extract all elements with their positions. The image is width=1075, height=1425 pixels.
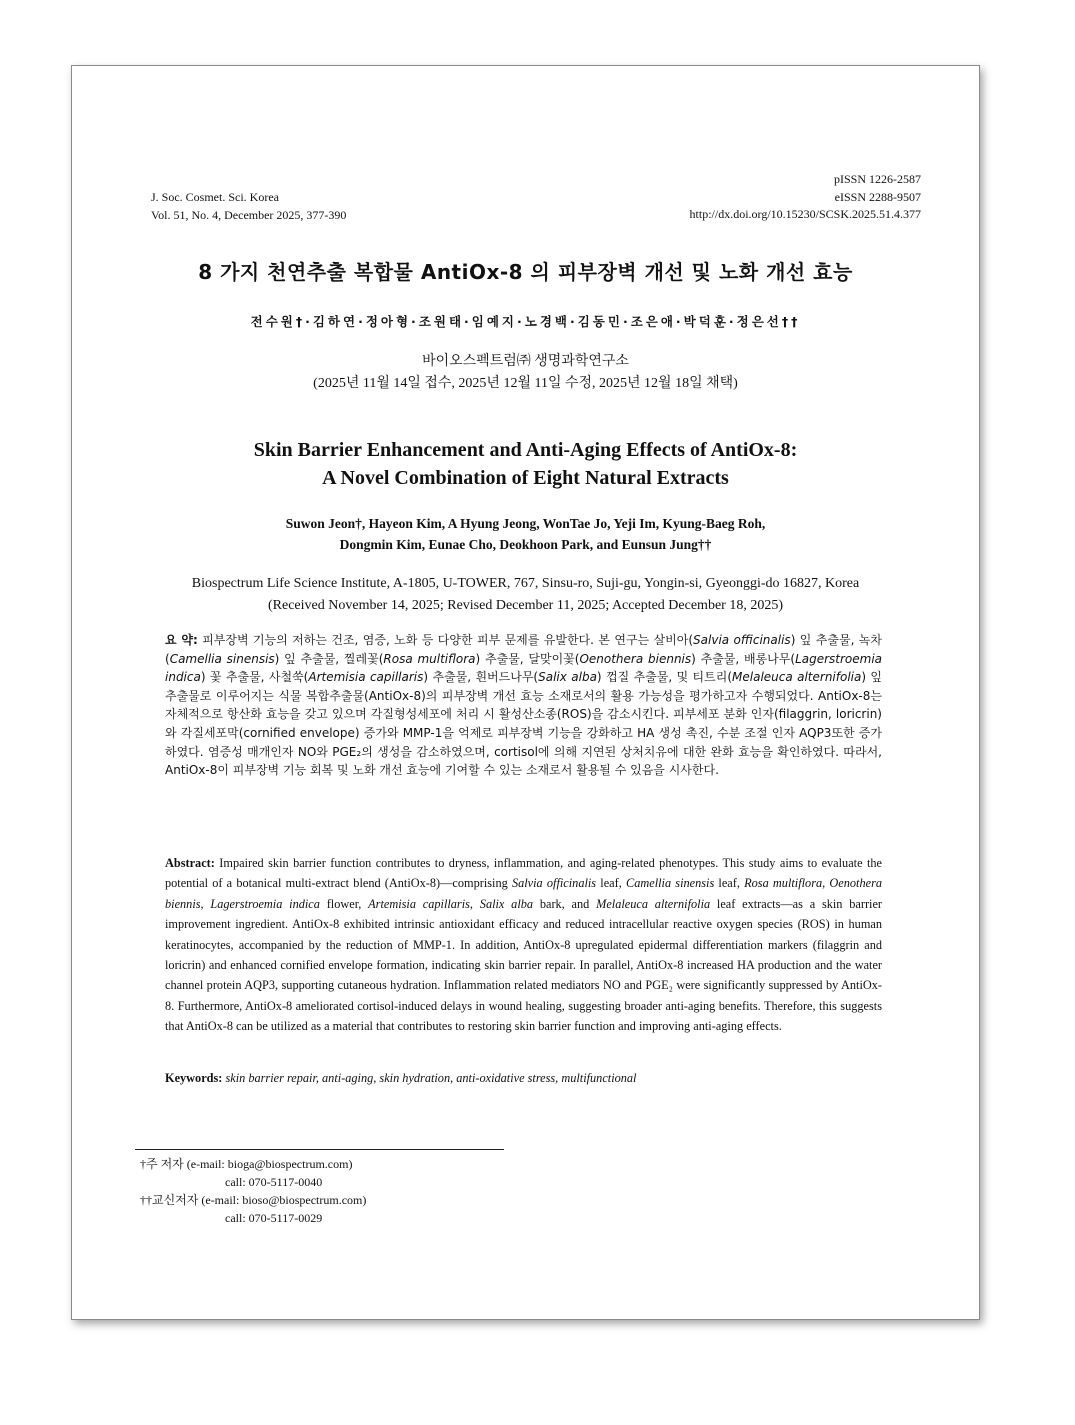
korean-dates: (2025년 11월 14일 접수, 2025년 12월 11일 수정, 2025년 12월 18일 채택) bbox=[313, 376, 738, 391]
korean-affiliation-block bbox=[72, 351, 979, 395]
english-abstract-text: , bbox=[822, 876, 830, 891]
english-title-line2: A Novel Combination of Eight Natural Extracts bbox=[322, 467, 729, 489]
species-name: Oenothera biennis bbox=[579, 651, 692, 666]
species-name: Melaleuca alternifolia bbox=[732, 670, 862, 685]
co-corresponding-author-note: ††교신저자 (e-mail: bioso@biospectrum.com) bbox=[140, 1193, 367, 1207]
english-title bbox=[72, 436, 979, 492]
species-name: Artemisia capillaris bbox=[368, 896, 470, 911]
species-name: Salvia officinalis bbox=[511, 876, 597, 891]
journal-header-left bbox=[151, 188, 346, 224]
korean-abstract-text: ) 잎 추출물, 찔레꽃( bbox=[274, 651, 384, 666]
korean-abstract-label: 요 약: bbox=[165, 633, 198, 647]
korean-abstract-text: ) 껍질 추출물, 및 티트리( bbox=[596, 670, 733, 685]
korean-abstract-text: ) 꽃 추출물, 사철쑥( bbox=[200, 670, 309, 685]
species-name: Camellia sinensis bbox=[626, 876, 715, 891]
species-name: Camellia sinensis bbox=[169, 651, 275, 666]
doi-link[interactable]: http://dx.doi.org/10.15230/SCSK.2025.51.4.377 bbox=[689, 207, 921, 221]
korean-abstract-text: ) 추출물, 배롱나무( bbox=[691, 651, 796, 666]
english-abstract-text: , bbox=[469, 896, 480, 911]
species-name: Oenothera biennis bbox=[165, 876, 883, 911]
english-affiliation: Biospectrum Life Science Institute, A-1805, U-TOWER, 767, Sinsu-ro, Suji-gu, Yongin-si, Gyeonggi-do 16827, Korea bbox=[191, 576, 860, 591]
footnote-divider bbox=[135, 1149, 504, 1150]
english-abstract-text: bark, and bbox=[533, 896, 597, 911]
pissn: pISSN 1226-2587 bbox=[833, 172, 921, 186]
english-authors-line1: Suwon Jeon†, Hayeon Kim, A Hyung Jeong, WonTae Jo, Yeji Im, Kyung-Baeg Roh, bbox=[285, 516, 766, 531]
english-abstract-text: Impaired skin barrier function contributes to dryness, inflammation, and aging-related phenotypes. This study aims to evaluate the potential of a botanical multi-extract blend (AntiOx-8)—comprising bbox=[165, 856, 882, 891]
english-abstract-text: leaf, bbox=[714, 876, 745, 891]
english-abstract-text: , bbox=[200, 896, 211, 911]
english-abstract-text: leaf extracts—as a skin barrier improvement ingredient. AntiOx-8 exhibited intrinsic antioxidant efficacy and reduced intracellular reactive oxygen species (ROS) in human keratinocytes, accompanied by the reduction of MMP-1. In addition, AntiOx-8 upregulated epidermal differentiation markers (filaggrin and loricrin) and enhanced cornified envelope formation, indicating skin barrier repair. In parallel, AntiOx-8 increased HA production and the water channel protein AQP3, supporting cutaneous hydration. Inflammation related mediators NO and PGE₂ were significantly suppressed by AntiOx-8. Furthermore, AntiOx-8 ameliorated cortisol-induced delays in wound healing, suggesting broader anti-aging benefits. Therefore, this suggests that AntiOx-8 can be utilized as a material that contributes to restoring skin barrier function and improving anti-aging effects. bbox=[165, 896, 883, 1034]
korean-abstract-text: ) 추출물, 흰버드나무( bbox=[423, 670, 539, 685]
species-name: Lagerstroemia indica bbox=[165, 651, 883, 685]
journal-volume: Vol. 51, No. 4, December 2025, 377-390 bbox=[151, 208, 347, 222]
species-name: Artemisia capillaris bbox=[308, 670, 424, 685]
species-name: Salix alba bbox=[538, 670, 597, 685]
journal-header-right bbox=[690, 171, 921, 224]
corresponding-author-call: call: 070-5117-0040 bbox=[225, 1175, 323, 1189]
species-name: Salvia officinalis bbox=[693, 633, 791, 647]
eissn: eISSN 2288-9507 bbox=[834, 189, 921, 204]
korean-abstract-text: ) 추출물, 달맞이꽃( bbox=[475, 651, 580, 666]
korean-abstract-text: ) 잎 추출물로 이루어지는 식물 복합추출물(AntiOx-8)의 피부장벽 개선 효능 소재로서의 활용 가능성을 평가하고자 수행되었다. AntiOx-8는 자체적으로 항산화 효능을 갖고 있으며 각질형성세포에 처리 시 활성산소종(ROS)을 감소시킨다. 피부세포 분화 인자(filaggrin, loricrin)와 각질세포막(cornified envelope) 증가와 MMP-1을 억제로 피부장벽 기능을 강화하고 HA 생성 촉진, 수분 조절 인자 AQP3또한 증가하였다. 염증성 매개인자 NO와 PGE₂의 생성을 감소하였으며, cortisol에 의해 지연된 상처치유에 대한 완화 효능을 확인하였다. 따라서, AntiOx-8이 피부장벽 기능 회복 및 노화 개선 효능에 기여할 수 있는 소재로서 활용될 수 있음을 시사한다. bbox=[165, 670, 883, 778]
english-authors-line2: Dongmin Kim, Eunae Cho, Deokhoon Park, and Eunsun Jung†† bbox=[339, 537, 712, 552]
english-title-line1: Skin Barrier Enhancement and Anti-Aging Effects of AntiOx-8: bbox=[253, 439, 798, 461]
species-name: Rosa multiflora bbox=[383, 651, 476, 666]
english-dates: (Received November 14, 2025; Revised December 11, 2025; Accepted December 18, 2025) bbox=[268, 598, 783, 613]
korean-abstract bbox=[165, 631, 882, 780]
species-name: Rosa multiflora bbox=[744, 876, 823, 891]
paper-page bbox=[71, 65, 980, 1320]
keywords-label: Keywords: bbox=[165, 1071, 223, 1085]
korean-abstract-text: 피부장벽 기능의 저하는 건조, 염증, 노화 등 다양한 피부 문제를 유발한다. 본 연구는 살비아( bbox=[202, 633, 694, 647]
english-abstract-text: leaf, bbox=[596, 876, 626, 891]
korean-authors: 전수원†·김하연·정아형·조원태·임예지·노경백·김동민·조은애·박덕훈·정은선†† bbox=[250, 314, 801, 329]
english-abstract-label: Abstract: bbox=[165, 856, 215, 870]
keywords bbox=[165, 1071, 636, 1086]
english-authors bbox=[72, 513, 979, 555]
journal-name: J. Soc. Cosmet. Sci. Korea bbox=[151, 190, 279, 204]
english-affiliation-block bbox=[72, 573, 979, 617]
species-name: Lagerstroemia indica bbox=[210, 896, 320, 911]
footnotes bbox=[140, 1155, 366, 1227]
english-abstract bbox=[165, 853, 882, 1037]
english-abstract-text: flower, bbox=[319, 896, 369, 911]
corresponding-author-note: †주 저자 (e-mail: bioga@biospectrum.com) bbox=[140, 1157, 353, 1171]
co-corresponding-author-call: call: 070-5117-0029 bbox=[225, 1211, 323, 1225]
keywords-list: skin barrier repair, anti-aging, skin hydration, anti-oxidative stress, multifunctional bbox=[225, 1071, 637, 1085]
species-name: Melaleuca alternifolia bbox=[596, 896, 711, 911]
species-name: Salix alba bbox=[479, 896, 534, 911]
korean-affiliation: 바이오스펙트럼㈜ 생명과학연구소 bbox=[422, 354, 629, 369]
korean-abstract-text: ) 잎 추출물, 녹차( bbox=[165, 633, 882, 666]
korean-title: 8 가지 천연추출 복합물 AntiOx-8 의 피부장벽 개선 및 노화 개선 효능 bbox=[198, 260, 853, 284]
